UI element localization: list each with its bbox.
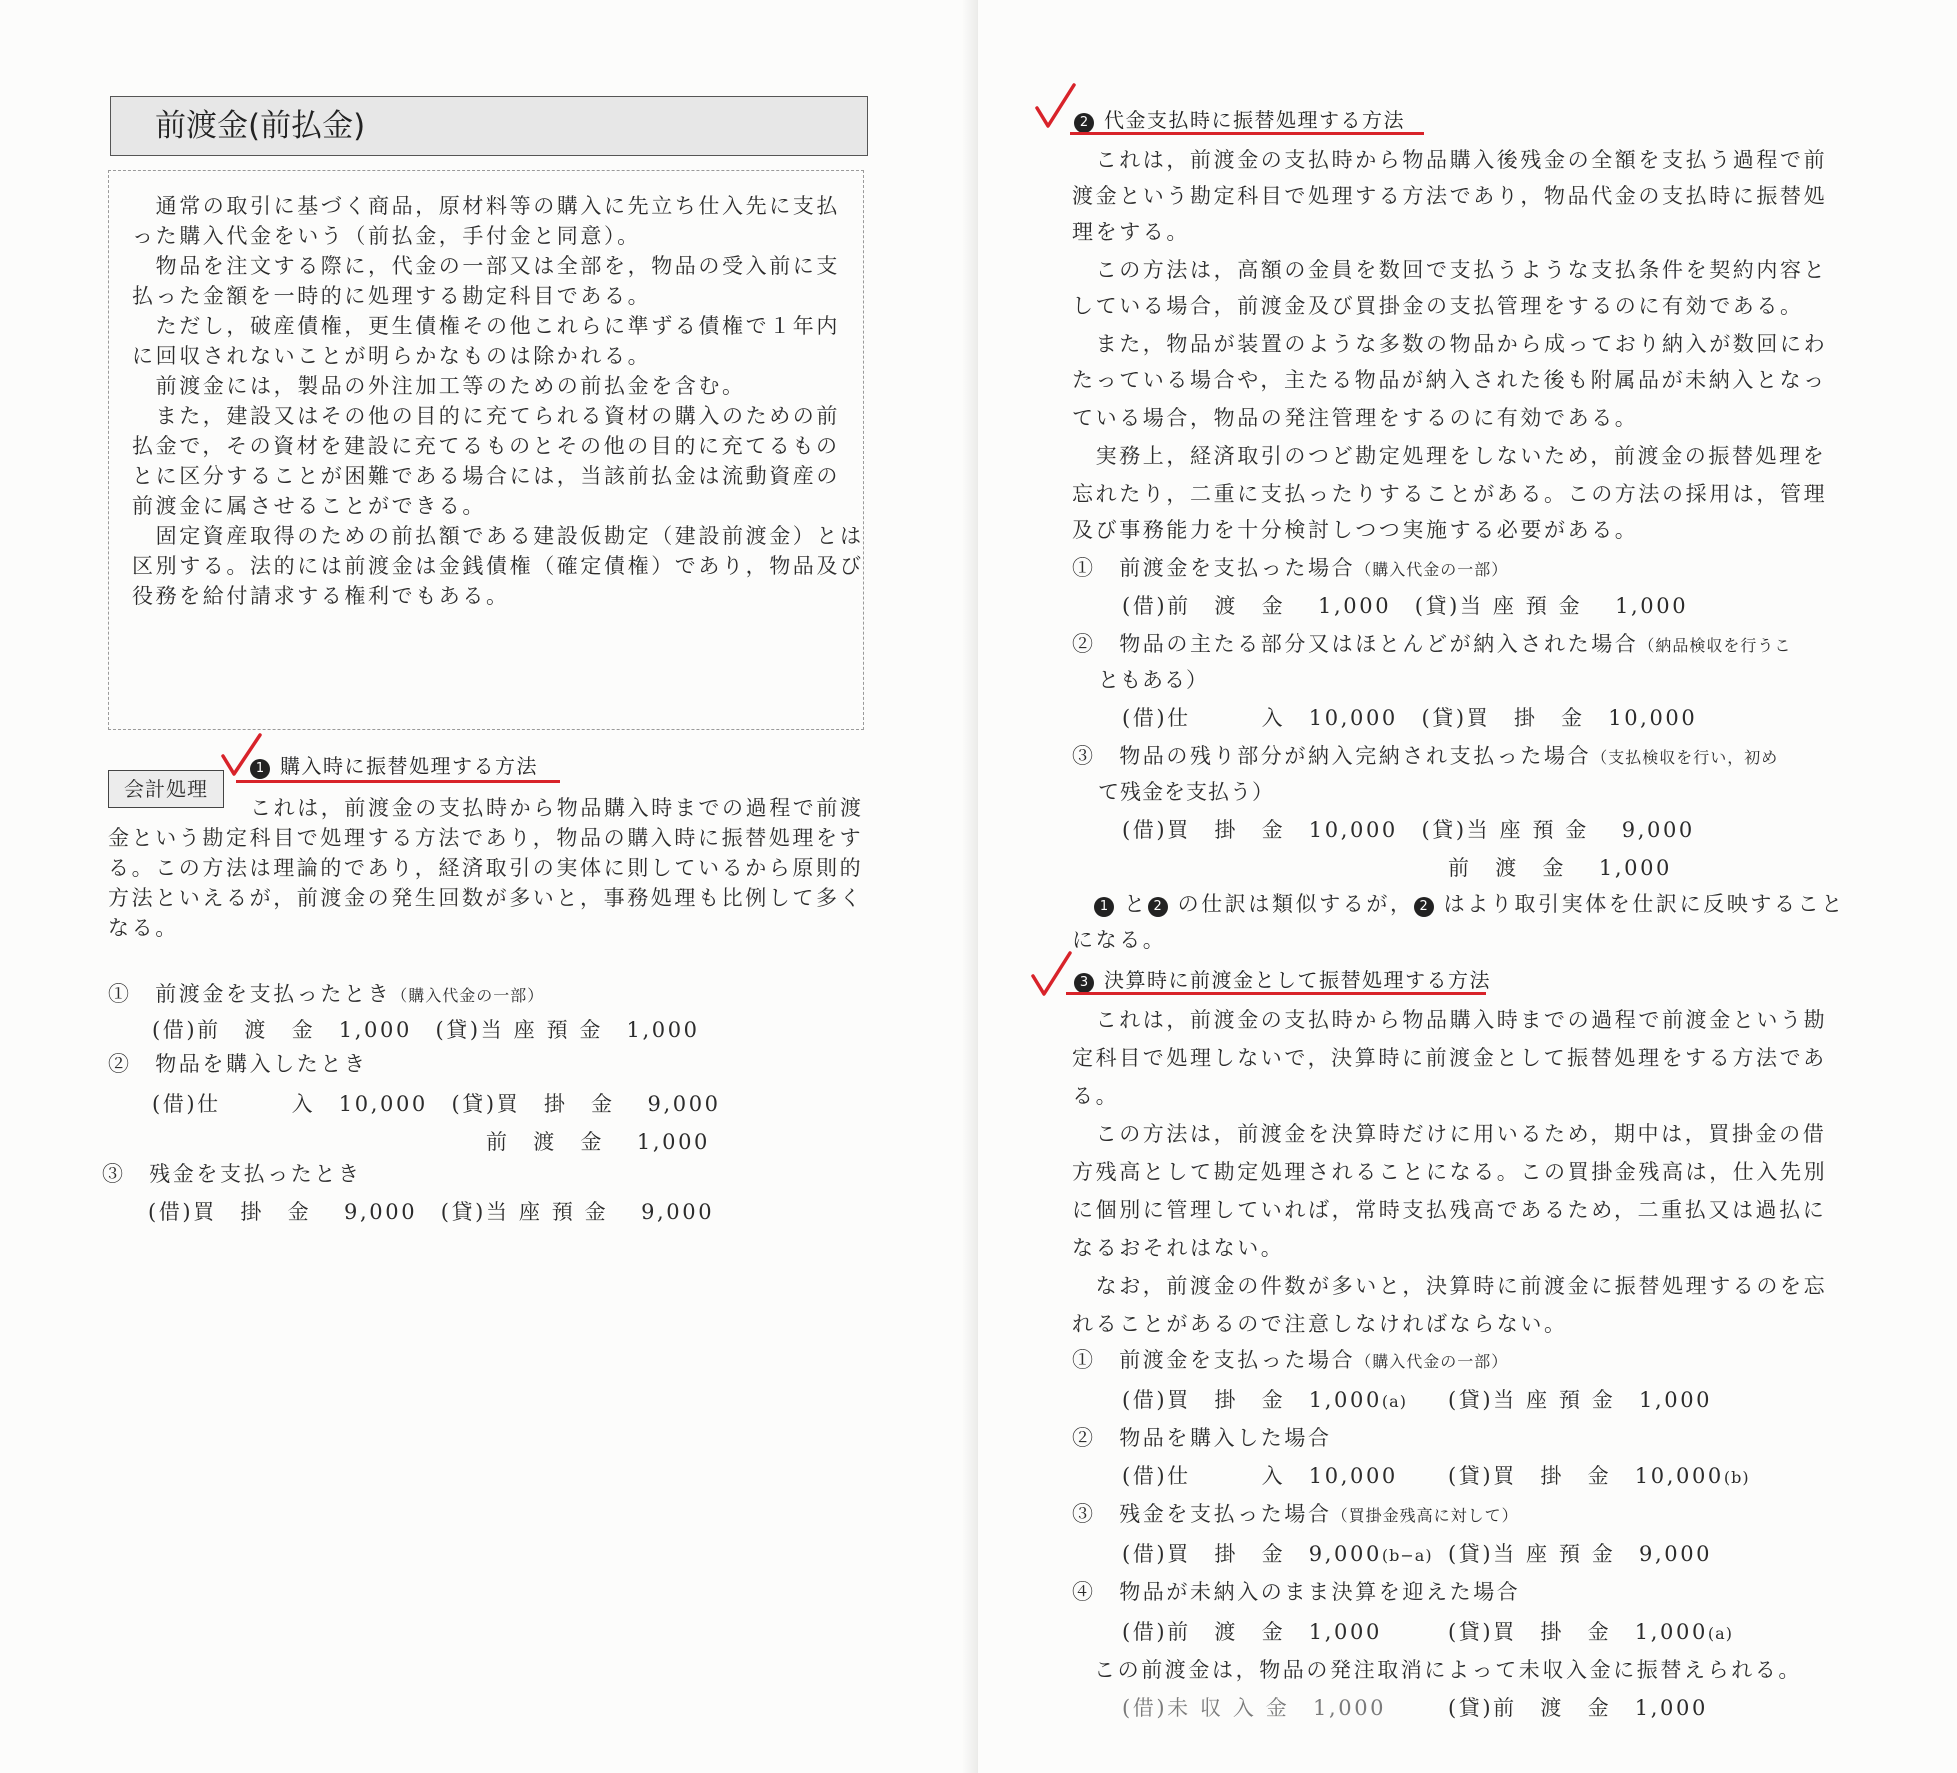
journal-step <box>108 980 544 1010</box>
journal-step <box>1072 630 1791 660</box>
method3-note: この前渡金は，物品の発注取消によって未収入金に振替えられる。 <box>1094 1658 1802 1682</box>
method2-body-line: 忘れたり，二重に支払ったりすることがある。この方法の採用は，管理 <box>1072 482 1828 506</box>
definition-line: 前渡金に属させることができる。 <box>132 494 486 518</box>
journal-entry: (借)仕 入 10,000 (貸)買 掛 金 9,000 <box>152 1092 721 1116</box>
journal-entry <box>1448 1462 1750 1492</box>
method1-ref-icon: 1 <box>1094 897 1114 917</box>
definition-line: 固定資産取得のための前払額である建設仮勘定（建設前渡金）とは <box>132 524 864 548</box>
journal-entry <box>1122 1540 1433 1570</box>
step-label: ② 物品の主たる部分又はほとんどが納入された場合 <box>1072 632 1639 656</box>
left-page <box>0 0 978 1773</box>
journal-entry <box>1122 1386 1407 1416</box>
journal-step <box>1072 554 1508 584</box>
journal-step: ② 物品を購入した場合 <box>1072 1426 1332 1450</box>
method1-body-line: これは，前渡金の支払時から物品購入時までの過程で前渡 <box>250 796 864 820</box>
step-note: （購入代金の一部） <box>1355 1352 1509 1371</box>
journal-entry: (借)仕 入 10,000 (貸)買 掛 金 10,000 <box>1122 706 1698 730</box>
journal-step: ② 物品を購入したとき <box>108 1052 368 1076</box>
method3-body-line: この方法は，前渡金を決算時だけに用いるため，期中は，買掛金の借 <box>1072 1122 1827 1146</box>
entry-credit: (貸)買 掛 金 10,000 <box>1448 1464 1724 1488</box>
method2-heading-text: 代金支払時に振替処理する方法 <box>1104 108 1405 132</box>
method2-body-line: ている場合，物品の発注管理をするのに有効である。 <box>1072 406 1639 430</box>
method1-heading-text: 購入時に振替処理する方法 <box>280 754 538 778</box>
definition-line: 払金で，その資材を建設に充てるものとその他の目的に充てるもの <box>132 434 840 458</box>
method2-body-line: 実務上，経済取引のつど勘定処理をしないため，前渡金の振替処理を <box>1072 444 1827 468</box>
method3-heading <box>1074 966 1491 994</box>
definition-line: 前渡金には，製品の外注加工等のための前払金を含む。 <box>132 374 746 398</box>
method3-body-line: れることがあるので注意しなければならない。 <box>1072 1312 1568 1336</box>
method3-body-line: 定科目で処理しないで，決算時に前渡金として振替処理をする方法であ <box>1072 1046 1827 1070</box>
red-underline <box>1066 992 1486 995</box>
step-label: ③ 残金を支払った場合 <box>1072 1502 1332 1526</box>
journal-step <box>1072 1346 1508 1376</box>
method3-body-line: 方残高として勘定処理されることになる。この買掛金残高は，仕入先別 <box>1072 1160 1828 1184</box>
journal-entry: 前 渡 金 1,000 <box>486 1130 710 1154</box>
right-page <box>978 0 1957 1773</box>
step-label: ① 前渡金を支払ったとき <box>108 982 392 1006</box>
red-underline <box>1070 132 1424 135</box>
definition-line: 区別する。法的には前渡金は金銭債権（確定債権）であり，物品及び <box>132 554 864 578</box>
step-note: （購入代金の一部） <box>391 986 545 1005</box>
journal-step: ④ 物品が未納入のまま決算を迎えた場合 <box>1072 1580 1521 1604</box>
definition-line: った購入代金をいう（前払金，手付金と同意）。 <box>132 224 641 248</box>
closing-text: と <box>1124 892 1148 916</box>
journal-entry: (借)仕 入 10,000 <box>1122 1464 1398 1488</box>
step-note: て残金を支払う） <box>1098 780 1274 804</box>
method3-body-line: なるおそれはない。 <box>1072 1236 1285 1260</box>
entry-debit: (借)買 掛 金 9,000 <box>1122 1542 1382 1566</box>
journal-entry: (借)買 掛 金 10,000 (貸)当 座 預 金 9,000 <box>1122 818 1695 842</box>
method3-body-line: に個別に管理していれば，常時支払残高であるため，二重払又は過払に <box>1072 1198 1827 1222</box>
step-label: ① 前渡金を支払った場合 <box>1072 556 1356 580</box>
method2-ref-icon: 2 <box>1148 897 1168 917</box>
method2-body-line: 理をする。 <box>1072 220 1190 244</box>
definition-line: 物品を注文する際に，代金の一部又は全部を，物品の受入前に支 <box>132 254 840 278</box>
definition-line: とに区分することが困難である場合には，当該前払金は流動資産の <box>132 464 840 488</box>
section-badge: 会計処理 <box>108 770 224 808</box>
method2-body-line: たっている場合や，主たる物品が納入された後も附属品が未納入となっ <box>1072 368 1827 392</box>
journal-entry: (借)未 収 入 金 1,000 <box>1122 1696 1387 1720</box>
entry-ref: (a) <box>1381 1392 1407 1411</box>
journal-entry: (貸)当 座 預 金 9,000 <box>1448 1542 1713 1566</box>
method3-number: 3 <box>1074 973 1094 993</box>
method1-body-line: なる。 <box>108 916 179 940</box>
step-label: ① 前渡金を支払った場合 <box>1072 1348 1356 1372</box>
method1-body-line: 金という勘定科目で処理する方法であり，物品の購入時に振替処理をす <box>108 826 864 850</box>
method1-heading <box>250 752 538 780</box>
method1-number: 1 <box>250 759 270 779</box>
entry-ref: (b−a) <box>1381 1546 1433 1565</box>
method1-body-line: 方法といえるが，前渡金の発生回数が多いと，事務処理も比例して多く <box>108 886 864 910</box>
entry-ref: (a) <box>1707 1624 1733 1643</box>
step-note: ともある） <box>1098 668 1208 692</box>
journal-entry: (貸)前 渡 金 1,000 <box>1448 1696 1708 1720</box>
journal-entry <box>1448 1618 1733 1648</box>
journal-entry: (借)前 渡 金 1,000 (貸)当 座 預 金 1,000 <box>1122 594 1689 618</box>
method2-heading <box>1074 106 1405 134</box>
step-note: （納品検収を行うこ <box>1638 636 1792 655</box>
method2-ref-icon: 2 <box>1414 897 1434 917</box>
closing-text: はより取引実体を仕訳に反映すること <box>1443 892 1845 916</box>
method3-body-line: これは，前渡金の支払時から物品購入時までの過程で前渡金という勘 <box>1072 1008 1828 1032</box>
definition-line: 通常の取引に基づく商品，原材料等の購入に先立ち仕入先に支払 <box>132 194 840 218</box>
journal-step: ③ 残金を支払ったとき <box>102 1162 362 1186</box>
journal-entry: (貸)当 座 預 金 1,000 <box>1448 1388 1713 1412</box>
definition-line: ただし，破産債権，更生債権その他これらに準ずる債権で１年内 <box>132 314 840 338</box>
step-note: （支払検収を行い，初め <box>1591 748 1779 767</box>
red-underline <box>236 780 560 783</box>
check-mark-icon <box>1034 82 1078 130</box>
journal-step <box>1072 742 1778 772</box>
definition-line: 払った金額を一時的に処理する勘定科目である。 <box>132 284 652 308</box>
journal-entry: (借)買 掛 金 9,000 (貸)当 座 預 金 9,000 <box>148 1200 715 1224</box>
method2-body-line: また，物品が装置のような多数の物品から成っており納入が数回にわ <box>1072 332 1828 356</box>
journal-step <box>1072 1500 1519 1530</box>
method2-body-line: 渡金という勘定科目で処理する方法であり，物品代金の支払時に振替処 <box>1072 184 1828 208</box>
definition-line: に回収されないことが明らかなものは除かれる。 <box>132 344 652 368</box>
page-title: 前渡金(前払金) <box>110 96 868 156</box>
journal-entry: (借)前 渡 金 1,000 <box>1122 1620 1382 1644</box>
journal-entry: 前 渡 金 1,000 <box>1448 856 1672 880</box>
method2-body-line: 及び事務能力を十分検討しつつ実施する必要がある。 <box>1072 518 1639 542</box>
check-mark-icon <box>1030 950 1074 998</box>
method2-closing <box>1094 890 1845 918</box>
method2-body-line: している場合，前渡金及び買掛金の支払管理をするのに有効である。 <box>1072 294 1804 318</box>
entry-debit: (借)買 掛 金 1,000 <box>1122 1388 1382 1412</box>
closing-text: の仕訳は類似するが， <box>1177 892 1414 916</box>
method2-number: 2 <box>1074 113 1094 133</box>
step-label: ③ 物品の残り部分が納入完納され支払った場合 <box>1072 744 1592 768</box>
method3-body-line: なお，前渡金の件数が多いと，決算時に前渡金に振替処理するのを忘 <box>1072 1274 1828 1298</box>
method1-body-line: る。この方法は理論的であり，経済取引の実体に則しているから原則的 <box>108 856 864 880</box>
method3-heading-text: 決算時に前渡金として振替処理する方法 <box>1104 968 1491 992</box>
method2-closing: になる。 <box>1072 928 1167 952</box>
step-note: （購入代金の一部） <box>1355 560 1509 579</box>
method2-body-line: これは，前渡金の支払時から物品購入後残金の全額を支払う過程で前 <box>1072 148 1828 172</box>
step-note: （買掛金残高に対して） <box>1331 1506 1519 1525</box>
journal-entry: (借)前 渡 金 1,000 (貸)当 座 預 金 1,000 <box>152 1018 700 1042</box>
entry-credit: (貸)買 掛 金 1,000 <box>1448 1620 1708 1644</box>
entry-ref: (b) <box>1723 1468 1750 1487</box>
definition-line: また，建設又はその他の目的に充てられる資材の購入のための前 <box>132 404 840 428</box>
method2-body-line: この方法は，高額の金員を数回で支払うような支払条件を契約内容と <box>1072 258 1828 282</box>
definition-line: 役務を給付請求する権利でもある。 <box>132 584 510 608</box>
method3-body-line: る。 <box>1072 1084 1120 1108</box>
